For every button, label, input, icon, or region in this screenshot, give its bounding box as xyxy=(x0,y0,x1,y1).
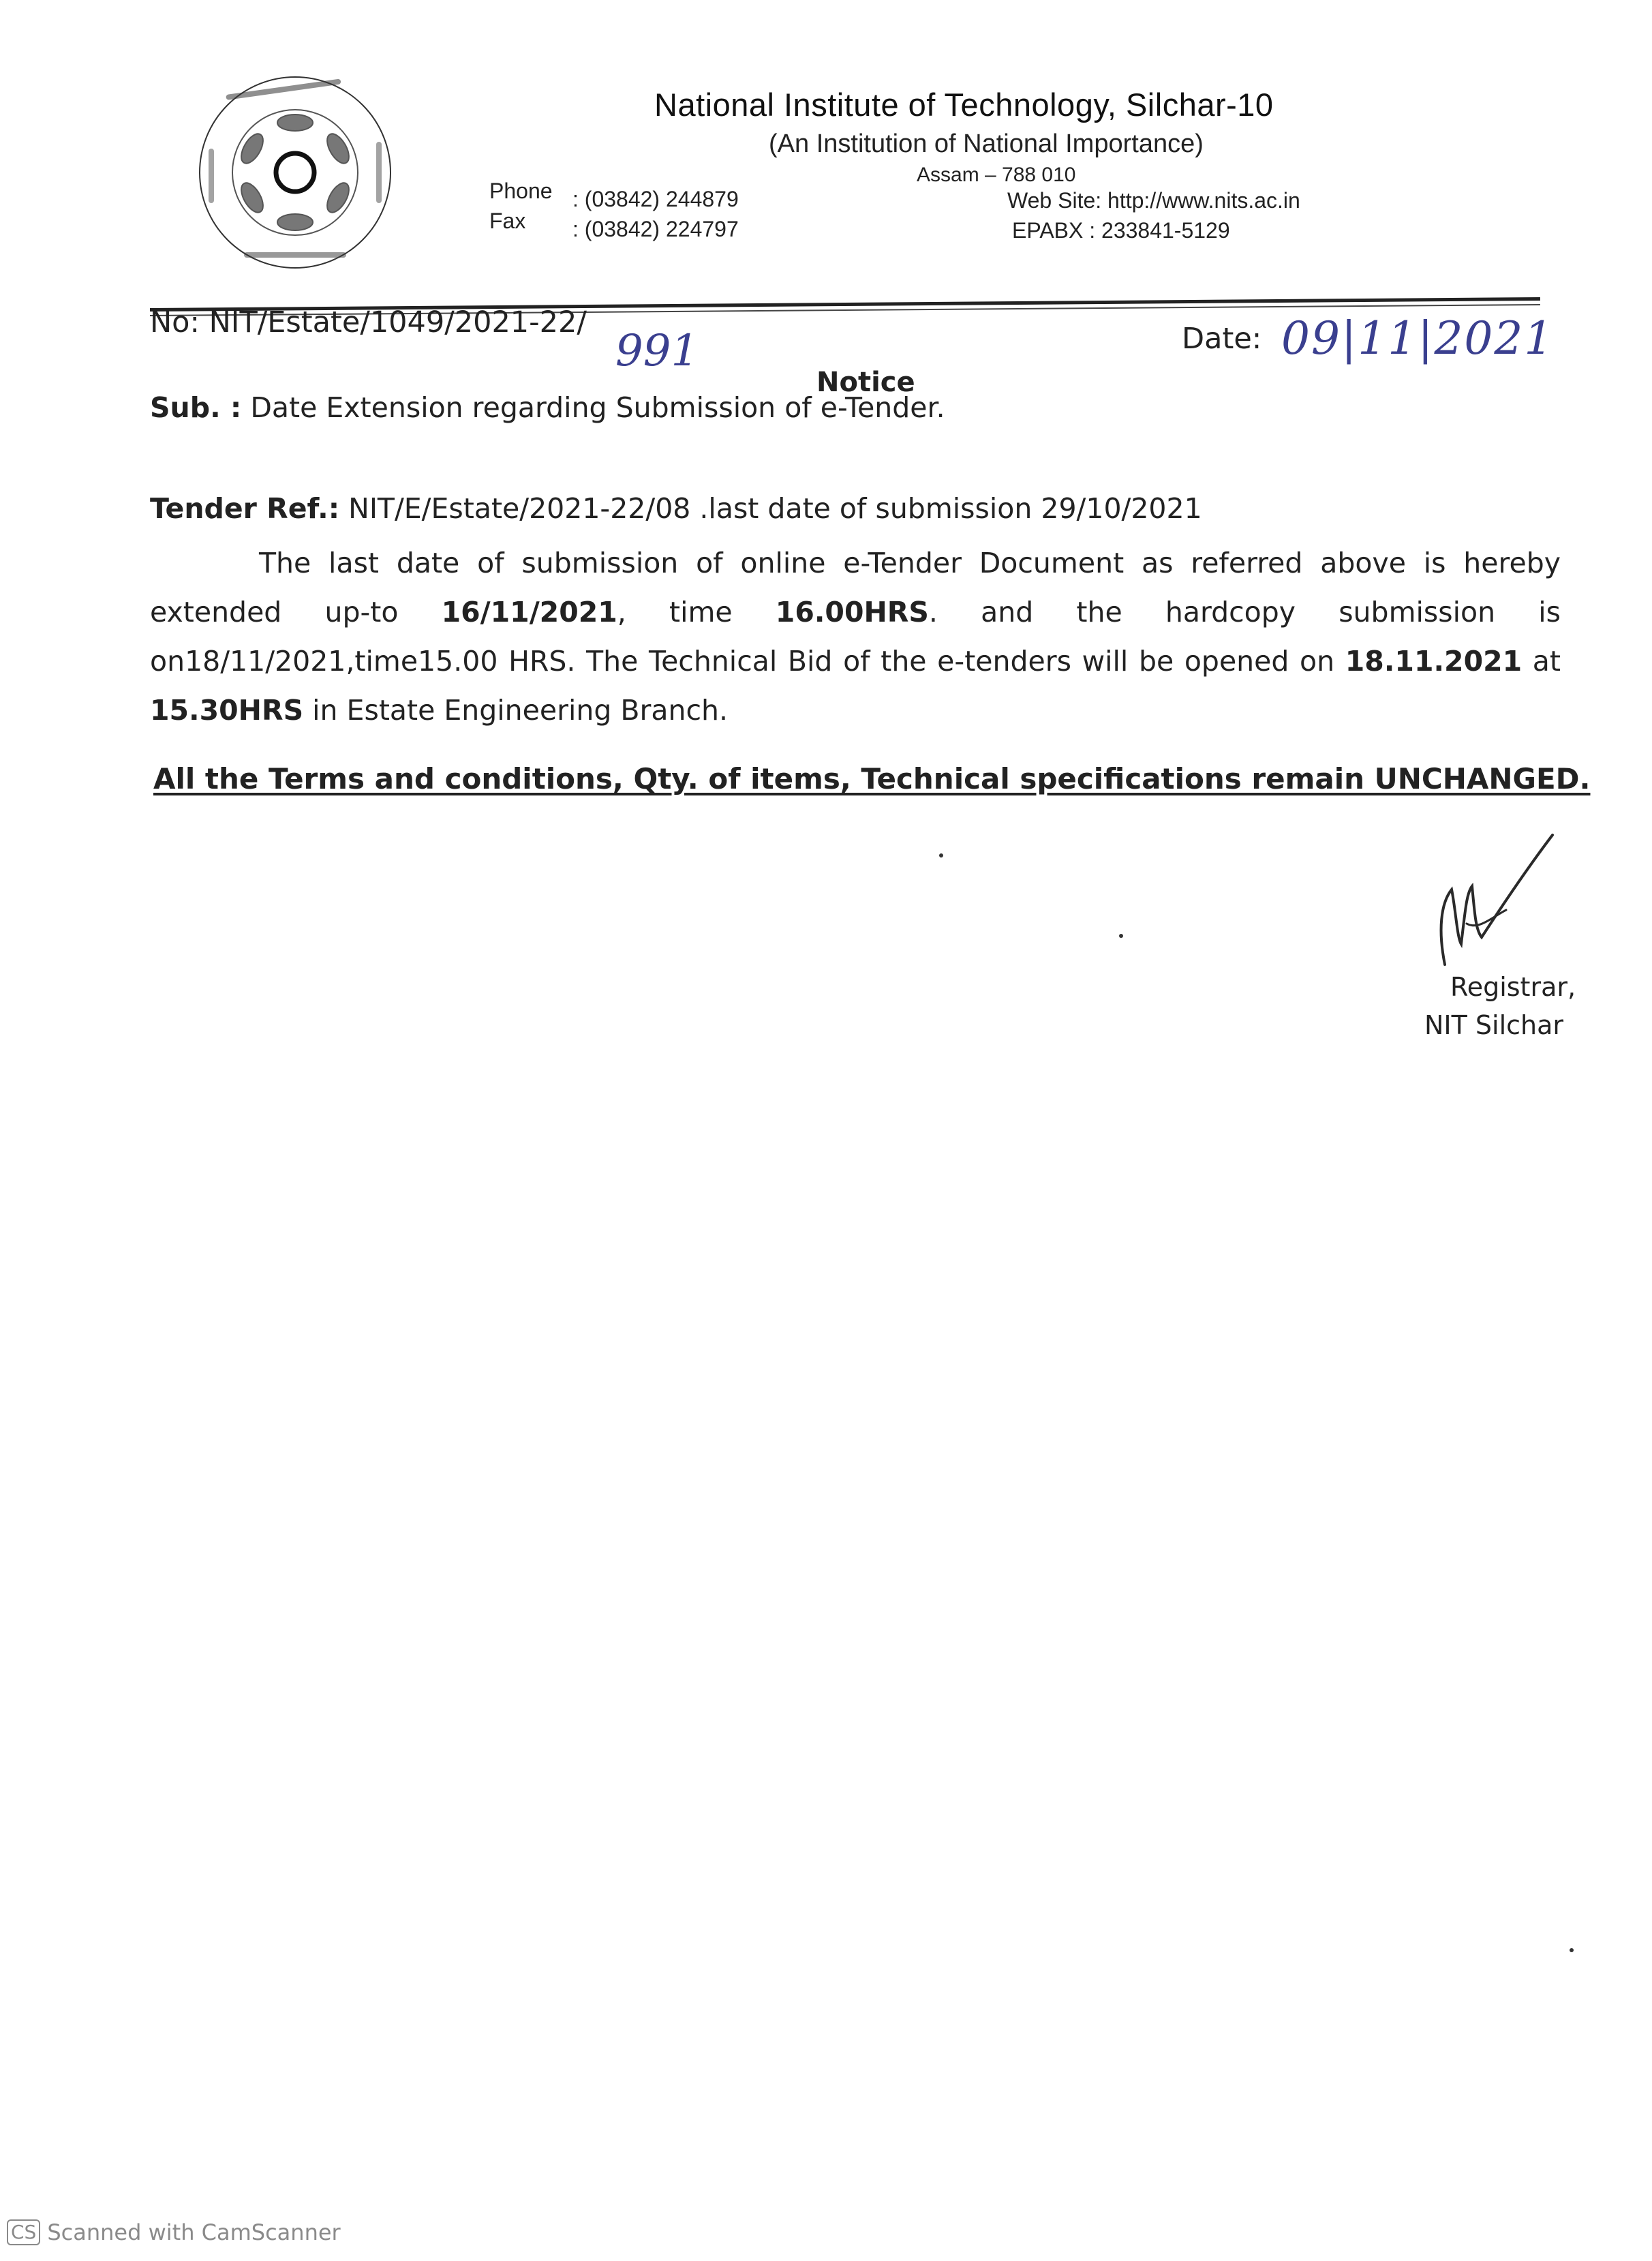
subject-label: Sub. : xyxy=(150,391,242,424)
body-part-2: , time xyxy=(617,596,776,628)
institute-subtitle: (An Institution of National Importance) xyxy=(769,130,1204,158)
notice-title: Notice xyxy=(816,367,915,398)
subject-text: Date Extension regarding Submission of e-Tender. xyxy=(241,391,945,424)
phone-label: Phone xyxy=(489,179,553,203)
tender-label: Tender Ref.: xyxy=(150,492,340,525)
extended-time: 16.00HRS xyxy=(775,596,929,628)
reference-number-handwritten: 991 xyxy=(615,326,699,376)
website: Web Site: http://www.nits.ac.in xyxy=(1007,188,1300,213)
date-handwritten: 09|11|2021 xyxy=(1281,312,1555,365)
tender-text: NIT/E/Estate/2021-22/08 .last date of submission 29/10/2021 xyxy=(339,492,1202,525)
camscanner-text: Scanned with CamScanner xyxy=(47,2219,341,2245)
fax-value: : (03842) 224797 xyxy=(572,217,739,241)
extended-date: 16/11/2021 xyxy=(441,596,617,628)
signatory-organization: NIT Silchar xyxy=(1424,1010,1564,1040)
scan-speck xyxy=(939,853,943,858)
tender-reference xyxy=(150,492,1202,525)
camscanner-watermark xyxy=(7,2219,341,2245)
nit-silchar-seal-icon xyxy=(196,74,394,271)
body-part-3: . and the hardcopy submission is on18/11/2021,time15.00 HRS. The Technical Bid of the e-tenders will be opened on xyxy=(150,596,1561,678)
opening-time: 15.30HRS xyxy=(150,694,304,727)
date-label: Date: xyxy=(1182,322,1262,356)
signatory-designation: Registrar, xyxy=(1450,972,1576,1002)
phone-value: : (03842) 244879 xyxy=(572,187,739,211)
opening-date: 18.11.2021 xyxy=(1345,645,1523,678)
epabx-number: EPABX : 233841-5129 xyxy=(1012,218,1230,243)
body-part-1: The last date of submission of online e-Tender Document as referred above is hereby extended up-to xyxy=(150,547,1561,628)
fax-label: Fax xyxy=(489,209,526,233)
institute-address: Assam – 788 010 xyxy=(917,164,1076,186)
terms-unchanged-line: All the Terms and conditions, Qty. of items, Technical specifications remain UNCHANGED. xyxy=(153,762,1591,795)
body-part-5: in Estate Engineering Branch. xyxy=(303,694,729,727)
camscanner-badge: CS xyxy=(7,2219,40,2245)
scan-speck xyxy=(1570,1948,1574,1952)
institute-name: National Institute of Technology, Silchar-10 xyxy=(654,87,1274,123)
notice-body xyxy=(150,538,1561,735)
reference-number: No: NIT/Estate/1049/2021-22/ xyxy=(150,305,587,339)
body-part-4: at xyxy=(1522,645,1561,678)
handwritten-signature-icon xyxy=(1431,828,1561,978)
subject-line xyxy=(150,391,945,424)
scan-speck xyxy=(1119,934,1123,938)
